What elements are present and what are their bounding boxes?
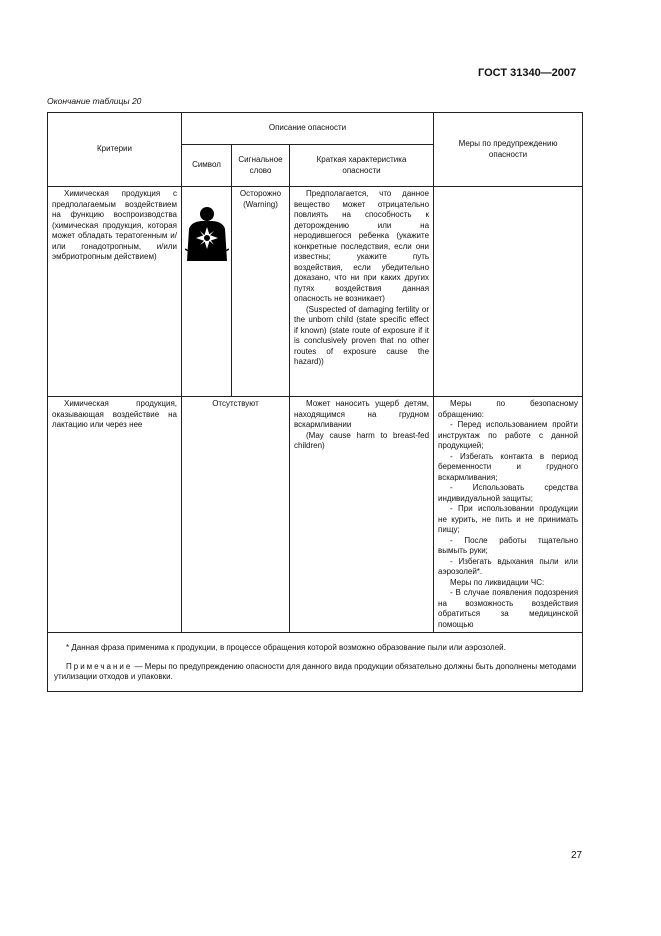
table-caption: Окончание таблицы 20 <box>47 96 142 106</box>
measures-item: - В случае появления подозрения на возможность воздействия обратиться за медицинской помощью <box>438 588 579 629</box>
note <box>54 662 576 683</box>
measures-item: - После работы тщательно вымыть руки; <box>438 535 579 555</box>
measures-cell <box>434 397 583 633</box>
brief-en: (Suspected of damaging fertility or the unborn child (state specific effect if known) (state route of exposure if it is conclusively proven that no other routes of exposure cause the hazard)) <box>294 304 430 366</box>
header-measures: Меры по предупреждению опасности <box>434 113 583 187</box>
symbol-absent: Отсутствуют <box>182 397 290 633</box>
hazard-table <box>47 112 583 692</box>
table-notes <box>48 633 583 692</box>
symbol-cell <box>182 187 232 397</box>
signal-word-ru: Осторожно <box>239 189 282 198</box>
signal-word-en: (Warning) <box>243 199 278 209</box>
note-text: — Меры по предупреждению опасности для данного вида продукции обязательно должны быть дополнены методами утилизации отходов и упаковки. <box>54 661 577 681</box>
criteria-reproductive: Химическая продукция с предполагаемым воздействием на функцию воспроизводства (химическая продукция, которая может обладать тератогенным и/или гонадотропным, и/или эмбриотропным действием) <box>48 187 182 397</box>
measures-cell-empty <box>434 187 583 397</box>
brief-cell <box>290 187 434 397</box>
brief-en-lactation: (May cause harm to breast-fed children) <box>294 430 430 450</box>
note-label: Примечание <box>66 661 133 671</box>
footnote: * Данная фраза применима к продукции, в процессе обращения которой возможно образование пыли или аэрозолей. <box>66 643 506 652</box>
brief-ru: Предполагается, что данное вещество может отрицательно повлиять на способность к деторождению или на неродившегося ребенка (укажите конкретные последствия, если они известны; укажите путь воздействия, если убедительно доказано, что ни при каких других путях воздействия данная опасность не возникает) <box>294 189 430 303</box>
measures-item: - Использовать средства индивидуальной защиты; <box>438 483 579 503</box>
measures-item: - Избегать контакта в период беременности и грудного вскармливания; <box>438 451 579 482</box>
measures-item: - При использовании продукции не курить, не пить и не принимать пищу; <box>438 504 579 534</box>
header-signal-word: Сигнальное слово <box>232 145 290 187</box>
header-brief: Краткая характеристика опасности <box>290 145 434 187</box>
page-number: 27 <box>571 850 583 861</box>
measures-item: Меры по ликвидации ЧС: <box>450 577 545 587</box>
criteria-lactation: Химическая продукция, оказывающая воздействие на лактацию или через нее <box>48 397 182 633</box>
measures-item: Меры по безопасному обращению: <box>438 399 579 419</box>
signal-word-cell <box>232 187 290 397</box>
header-hazard-description: Описание опасности <box>182 113 434 145</box>
header-criteria: Критерии <box>48 113 182 187</box>
health-hazard-icon <box>185 205 229 261</box>
standard-number: ГОСТ 31340—2007 <box>478 67 577 79</box>
header-symbol: Символ <box>182 145 232 187</box>
measures-item: - Перед использованием пройти инструктаж по работе с данной продукцией; <box>438 420 579 450</box>
brief-cell-lactation <box>290 397 434 633</box>
measures-item: - Избегать вдыхания пыли или аэрозолей*. <box>438 556 579 576</box>
brief-ru-lactation: Может наносить ущерб детям, находящимся на грудном вскармливании <box>294 399 430 429</box>
